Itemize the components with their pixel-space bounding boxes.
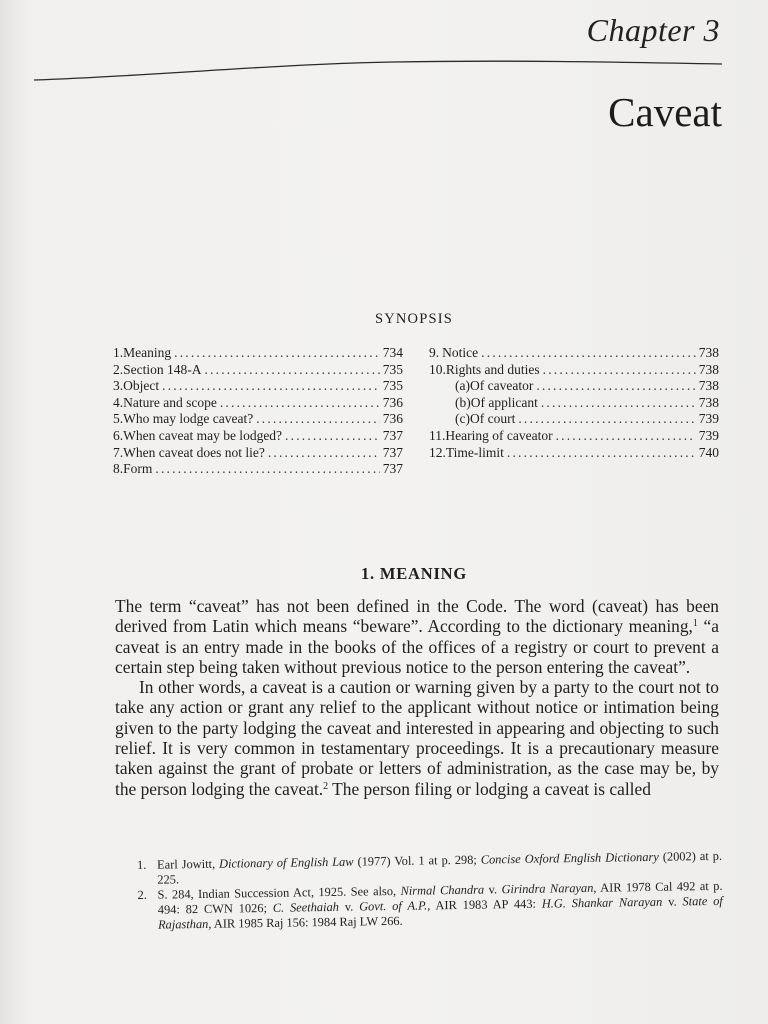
toc-page: 736 bbox=[382, 394, 403, 410]
footnote-number: 2. bbox=[137, 887, 147, 902]
toc-number: (c) bbox=[455, 411, 470, 427]
toc-label: Notice bbox=[442, 345, 479, 360]
toc-number: 2. bbox=[113, 361, 124, 377]
section-heading: 1. MEANING bbox=[360, 564, 468, 583]
footnote-fragment: , AIR 1983 AP 443: bbox=[427, 896, 542, 913]
toc-number: 5. bbox=[113, 411, 124, 427]
footnote-ref: 1 bbox=[692, 618, 698, 630]
chapter-label: Chapter 3 bbox=[586, 12, 720, 48]
toc-leader bbox=[507, 445, 696, 462]
toc-label: Of applicant bbox=[470, 394, 538, 410]
toc-page: 738 bbox=[698, 361, 719, 377]
toc-entry bbox=[113, 378, 403, 395]
toc-page: 739 bbox=[698, 411, 719, 427]
toc-number: 12. bbox=[429, 444, 446, 460]
toc-subentry bbox=[429, 395, 719, 412]
footnote-fragment: v. bbox=[338, 899, 360, 914]
toc-number: 3. bbox=[113, 378, 124, 394]
toc-label: Nature and scope bbox=[123, 394, 217, 410]
toc-page: 735 bbox=[382, 361, 403, 377]
toc-number: 10. bbox=[429, 361, 446, 377]
toc-label: Meaning bbox=[123, 345, 172, 360]
synopsis-left-column bbox=[113, 345, 403, 478]
toc-entry bbox=[429, 445, 719, 462]
footnote-citation: Govt. of A.P. bbox=[359, 898, 428, 914]
toc-leader bbox=[256, 411, 380, 428]
toc-leader bbox=[518, 411, 695, 428]
toc-page: 738 bbox=[698, 394, 719, 410]
toc-leader bbox=[162, 378, 380, 395]
toc-page: 737 bbox=[382, 461, 403, 477]
toc-leader bbox=[556, 428, 696, 445]
toc-leader bbox=[481, 345, 696, 362]
footnote-fragment: , AIR 1985 Raj 156: 1984 Raj LW 266. bbox=[208, 913, 403, 931]
paragraph-text: “a caveat is an entry made in the books of the offices of a registry or court to prevent a certain step being taken without previous notice to the person entering the caveat”. bbox=[115, 616, 719, 677]
toc-leader bbox=[205, 362, 380, 379]
footnote-number: 1. bbox=[137, 857, 147, 872]
footnote-fragment: (1977) Vol. 1 at p. 298; bbox=[353, 852, 481, 869]
footnote-fragment: Earl Jowitt, bbox=[156, 856, 220, 872]
toc-number: 1. bbox=[113, 345, 124, 360]
footnote-fragment: , AIR 1978 Cal 492 at p. 494: 82 CWN 1026; bbox=[157, 878, 723, 917]
toc-label: Who may lodge caveat? bbox=[123, 411, 254, 427]
toc-number: 6. bbox=[113, 427, 124, 443]
toc-entry bbox=[113, 362, 403, 379]
toc-entry bbox=[113, 428, 403, 445]
toc-leader bbox=[174, 345, 380, 362]
footnote bbox=[137, 879, 723, 933]
footnotes bbox=[137, 849, 723, 933]
toc-label: Time-limit bbox=[445, 444, 504, 460]
toc-label: Rights and duties bbox=[445, 361, 540, 377]
footnote-citation: Girindra Narayan bbox=[501, 880, 594, 897]
footnote-fragment: v. bbox=[662, 894, 683, 909]
toc-number: 4. bbox=[113, 394, 124, 410]
toc-subentry bbox=[429, 378, 719, 395]
toc-label: Hearing of caveator bbox=[445, 427, 553, 443]
toc-entry bbox=[113, 345, 403, 362]
toc-entry bbox=[113, 395, 403, 412]
toc-label: Section 148-A bbox=[123, 361, 202, 377]
toc-label: Form bbox=[123, 461, 153, 477]
toc-number: (a) bbox=[455, 378, 470, 394]
footnote-citation: Concise Oxford English Dictionary bbox=[480, 849, 659, 867]
paragraph-text: The term “caveat” has not been defined in the Code. The word (caveat) has been derived from Latin which means “beware”. According to the dictionary meaning, bbox=[115, 596, 719, 637]
footnote-citation: State of Rajasthan bbox=[157, 893, 723, 932]
toc-page: 737 bbox=[382, 444, 403, 460]
toc-entry bbox=[429, 428, 719, 445]
toc-page: 737 bbox=[382, 427, 403, 443]
header-rule bbox=[34, 56, 722, 84]
toc-page: 735 bbox=[382, 378, 403, 394]
toc-number: 9. bbox=[429, 345, 440, 360]
toc-label: Object bbox=[123, 378, 160, 394]
toc-label: Of court bbox=[469, 411, 516, 427]
toc-leader bbox=[541, 395, 696, 412]
toc-leader bbox=[543, 362, 696, 379]
footnote-fragment: v. bbox=[484, 882, 502, 897]
toc-number: (b) bbox=[455, 394, 471, 410]
paragraph bbox=[115, 596, 719, 677]
paragraph bbox=[115, 677, 719, 799]
toc-leader bbox=[536, 378, 695, 395]
footnote-fragment: (2002) at p. 225. bbox=[157, 848, 723, 887]
footnote-citation: C. Seethaiah bbox=[272, 899, 340, 915]
toc-entry bbox=[113, 411, 403, 428]
toc-page: 740 bbox=[698, 444, 719, 460]
footnote-ref: 2 bbox=[323, 780, 329, 792]
toc-leader bbox=[220, 395, 380, 412]
toc-label: When caveat does not lie? bbox=[123, 444, 265, 460]
toc-entry bbox=[429, 345, 719, 362]
footnote-citation: Dictionary of English Law bbox=[218, 854, 354, 871]
toc-leader bbox=[285, 428, 380, 445]
footnote-citation: Nirmal Chandra bbox=[400, 882, 485, 898]
toc-page: 739 bbox=[698, 427, 719, 443]
toc-page: 736 bbox=[382, 411, 403, 427]
toc-number: 8. bbox=[113, 461, 124, 477]
toc-leader bbox=[268, 445, 380, 462]
toc-entry bbox=[113, 461, 403, 478]
toc-entry bbox=[429, 362, 719, 379]
synopsis-heading: SYNOPSIS bbox=[374, 311, 454, 327]
toc-label: Of caveator bbox=[469, 378, 534, 394]
paragraph-text: In other words, a caveat is a caution or warning given by a party to the court not to take any action or grant any relief to the applicant without notice or intimation being given to the party lodging the caveat and interested in appearing and objecting to such relief. It is very common in testamentary proceedings. It is a precautionary measure taken against the grant of probate or letters of administration, as the case may be, by the person lodging the caveat. bbox=[115, 677, 719, 799]
toc-page: 738 bbox=[698, 345, 719, 360]
paragraph-text: The person filing or lodging a caveat is called bbox=[328, 778, 651, 799]
toc-leader bbox=[155, 461, 379, 478]
toc-page: 734 bbox=[382, 345, 403, 360]
toc-subentry bbox=[429, 411, 719, 428]
chapter-title: Caveat bbox=[608, 89, 722, 135]
toc-page: 738 bbox=[698, 378, 719, 394]
footnote-text bbox=[157, 879, 723, 933]
toc-number: 7. bbox=[113, 444, 124, 460]
body-text bbox=[115, 596, 719, 799]
synopsis-right-column bbox=[429, 345, 719, 461]
footnote-fragment: S. 284, Indian Succession Act, 1925. See also, bbox=[157, 883, 401, 902]
toc-number: 11. bbox=[429, 427, 446, 443]
toc-entry bbox=[113, 445, 403, 462]
footnote-citation: H.G. Shankar Narayan bbox=[541, 894, 663, 911]
toc-label: When caveat may be lodged? bbox=[123, 427, 283, 443]
